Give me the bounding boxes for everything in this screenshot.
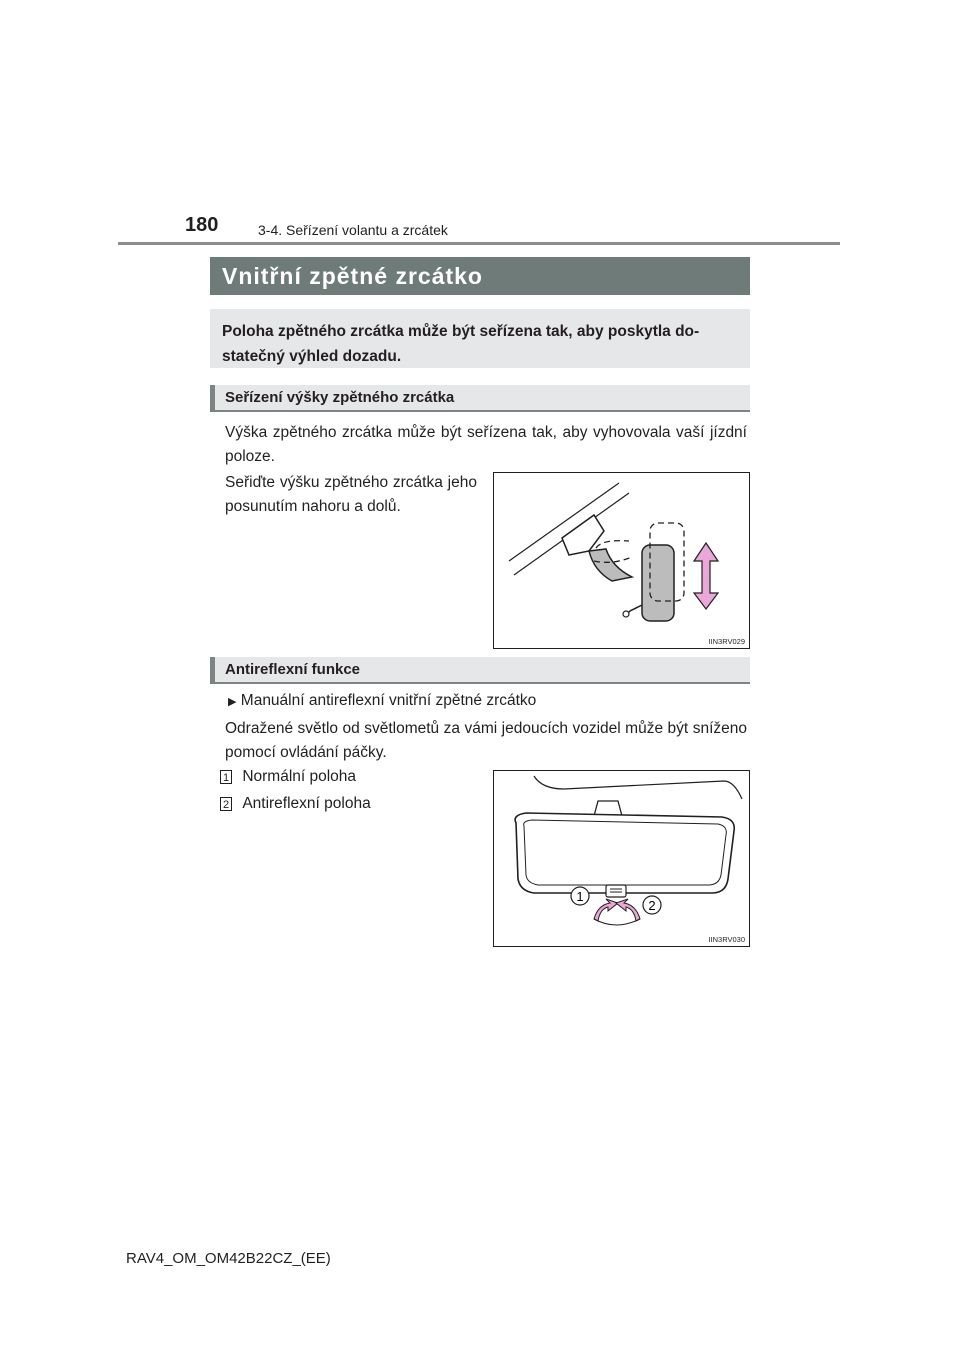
figure-code: IIN3RV029	[708, 637, 745, 646]
antiglare-mirror-figure	[493, 770, 750, 947]
antiglare-bullet-label: Manuální antireflexní vnitřní zpětné zrcátko	[240, 692, 537, 709]
figure-code: IIN3RV030	[708, 935, 745, 944]
antiglare-bullet	[228, 689, 748, 714]
bullet-arrow-icon: ▶	[228, 696, 237, 708]
height-adjust-instruction: Seřiďte výšku zpětného zrcátka jeho posunutím nahoru a dolů.	[225, 474, 477, 515]
antiglare-item	[220, 792, 480, 816]
section-title: Vnitřní zpětné zrcátko	[210, 257, 750, 295]
callout-2-label: 2	[648, 898, 656, 913]
mirror-height-figure	[493, 472, 750, 649]
height-adjust-text: Výška zpětného zrcátka může být seřízena tak, aby vyhovovala vaší jízdní poloze.	[225, 424, 747, 465]
item-label: Antireflexní poloha	[242, 795, 371, 812]
antiglare-text: Odražené světlo od světlometů za vámi jedoucích vozidel může být sníženo pomocí ovládání páčky.	[225, 720, 747, 761]
intro-box: Poloha zpětného zrcátka může být seřízena tak, aby poskytla do-statečný výhled dozadu.	[210, 309, 750, 368]
item-number-badge: 1	[220, 770, 232, 784]
header-divider	[118, 242, 840, 245]
item-label: Normální poloha	[242, 768, 357, 785]
antiglare-item	[220, 765, 480, 789]
antiglare-mirror-illustration	[494, 771, 749, 946]
callout-1-label: 1	[576, 889, 584, 904]
subheading-height-adjust: Seřízení výšky zpětného zrcátka	[210, 385, 750, 412]
subheading-antiglare: Antireflexní funkce	[210, 657, 750, 684]
document-id: RAV4_OM_OM42B22CZ_(EE)	[126, 1250, 331, 1267]
item-number-badge: 2	[220, 797, 232, 811]
page-number: 180	[185, 214, 219, 236]
breadcrumb: 3-4. Seřízení volantu a zrcátek	[258, 222, 448, 238]
mirror-height-illustration	[494, 473, 749, 648]
